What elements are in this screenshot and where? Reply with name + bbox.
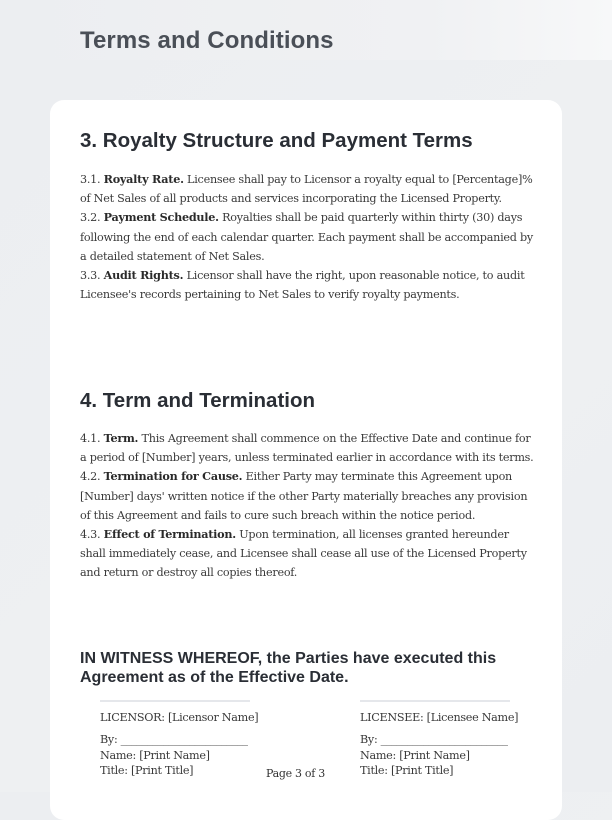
licensor-name-line: Name: [Print Name]: [100, 748, 210, 762]
section-royalty-clauses: [80, 170, 535, 304]
clause-text: Licensee shall pay to Licensor a royalty equal to [Percentage]% of Net Sales of all products and services incorporating the Licensed Property.: [80, 173, 533, 206]
clause-number: 3.1.: [80, 173, 101, 186]
clause-number: 3.3.: [80, 269, 101, 283]
clause-royalty-rate: [80, 170, 535, 208]
licensor-party: LICENSOR: [Licensor Name]: [100, 711, 259, 724]
clause-audit-rights: [80, 266, 535, 304]
clause-title: Royalty Rate.: [103, 172, 184, 186]
licensor-title-line: Title: [Print Title]: [100, 764, 194, 777]
licensee-by-line: By: ________________________: [360, 733, 508, 746]
licensee-title-line: Title: [Print Title]: [360, 764, 454, 777]
clause-title: Effect of Termination.: [103, 527, 236, 542]
section-heading-termination: 4. Term and Termination: [80, 389, 316, 412]
clause-payment-schedule: [80, 208, 535, 266]
clause-text: Either Party may terminate this Agreement upon [Number] days' written notice if the other Party materially breaches any provision of this Agreement and fails to cure such breach within the notice period.: [80, 470, 528, 522]
clause-number: 4.2.: [80, 470, 101, 484]
clause-effect-of-termination: [80, 525, 535, 583]
signature-divider: [100, 700, 250, 702]
licensee-name-line: Name: [Print Name]: [360, 748, 470, 762]
signature-divider: [360, 700, 510, 702]
clause-title: Audit Rights.: [103, 268, 184, 283]
clause-number: 4.1.: [80, 432, 101, 445]
clause-text: This Agreement shall commence on the Effective Date and continue for a period of [Number] years, unless terminated earlier in accordance with its terms.: [80, 432, 534, 465]
clause-term: [80, 429, 535, 467]
page-number: Page 3 of 3: [266, 767, 325, 780]
licensor-by-line: By: ________________________: [100, 733, 248, 746]
clause-text: Royalties shall be paid quarterly within thirty (30) days following the end of each calendar quarter. Each payment shall be accompanied by a detailed statement of Net Sales.: [80, 211, 533, 263]
clause-number: 4.3.: [80, 528, 101, 542]
clause-number: 3.2.: [80, 211, 101, 225]
clause-title: Term.: [103, 431, 139, 445]
clause-text: Licensor shall have the right, upon reasonable notice, to audit Licensee's records pertaining to Net Sales to verify royalty payments.: [80, 269, 525, 302]
document-title: Terms and Conditions: [80, 27, 334, 54]
clause-text: Upon termination, all licenses granted hereunder shall immediately cease, and Licensee shall cease all use of the Licensed Property and return or destroy all copies thereof.: [80, 528, 527, 580]
witness-statement: IN WITNESS WHEREOF, the Parties have executed this Agreement as of the Effective Date.: [80, 650, 497, 686]
clause-title: Termination for Cause.: [103, 469, 243, 484]
clause-termination-for-cause: [80, 467, 535, 525]
section-termination-clauses: [80, 429, 535, 583]
clause-title: Payment Schedule.: [103, 210, 219, 225]
signature-block-licensee: [360, 700, 560, 779]
licensee-party: LICENSEE: [Licensee Name]: [360, 711, 519, 724]
section-heading-royalty: 3. Royalty Structure and Payment Terms: [80, 129, 473, 152]
